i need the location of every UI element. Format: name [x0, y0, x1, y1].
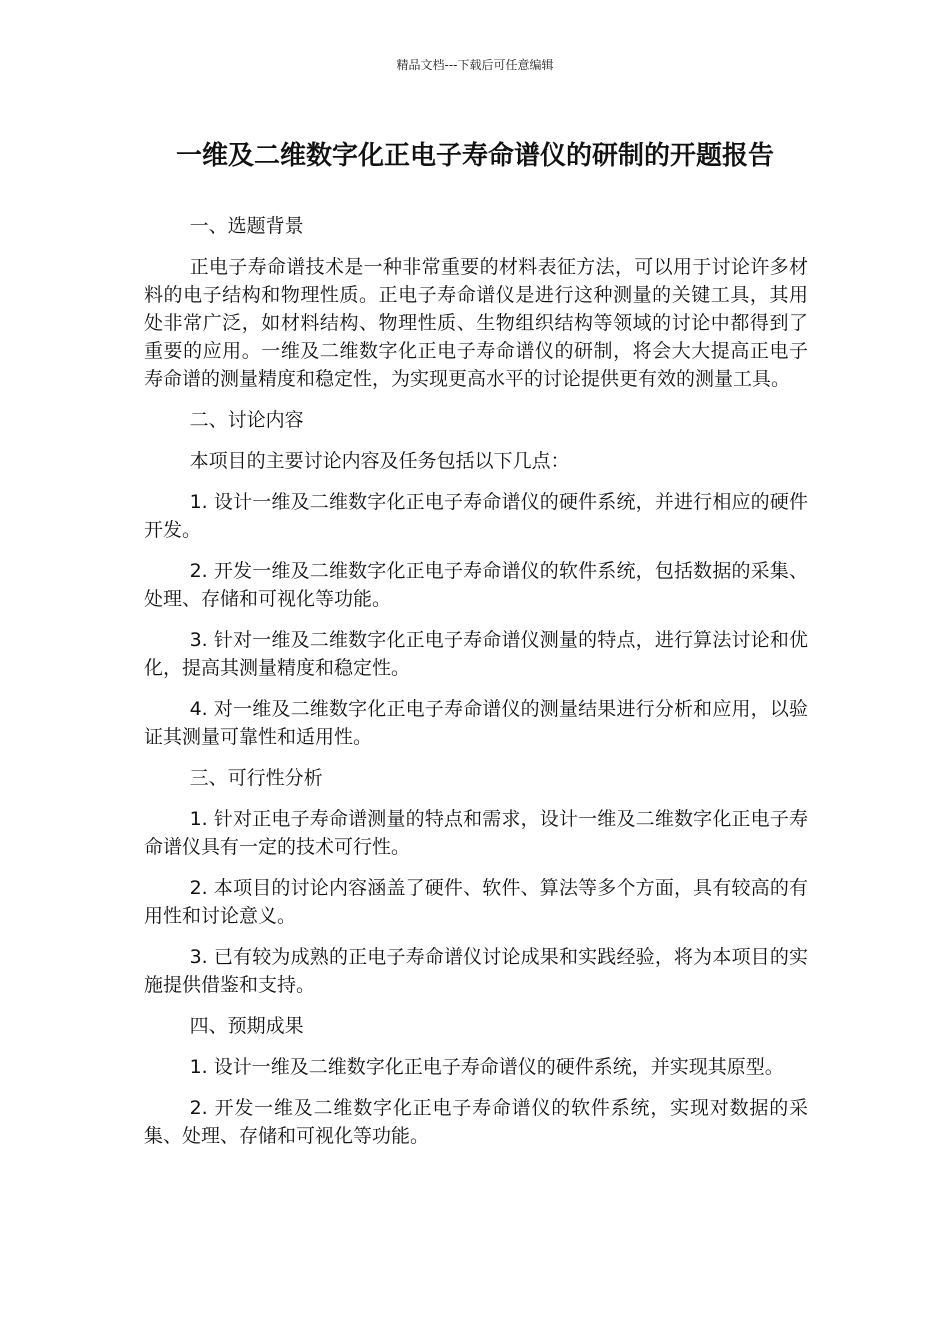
section-heading-feasibility: 三、可行性分析	[189, 767, 323, 789]
document-body	[144, 212, 808, 1163]
document-title: 一维及二维数字化正电子寿命谱仪的研制的开题报告	[175, 141, 774, 171]
paragraph-content-item-4: 4. 对一维及二维数字化正电子寿命谱仪的测量结果进行分析和应用，以验证其测量可靠性和适用性。	[144, 698, 808, 748]
paragraph-background: 正电子寿命谱技术是一种非常重要的材料表征方法，可以用于讨论许多材料的电子结构和物理性质。正电子寿命谱仪是进行这种测量的关键工具，其用处非常广泛，如材料结构、物理性质、生物组织结构等领域的讨论中都得到了重要的应用。一维及二维数字化正电子寿命谱仪的研制，将会大大提高正电子寿命谱的测量精度和稳定性，为实现更高水平的讨论提供更有效的测量工具。	[144, 256, 808, 390]
section-heading-background: 一、选题背景	[189, 215, 304, 237]
paragraph-content-item-3: 3. 针对一维及二维数字化正电子寿命谱仪测量的特点，进行算法讨论和优化，提高其测量精度和稳定性。	[144, 629, 808, 679]
section-heading-content: 二、讨论内容	[189, 409, 304, 431]
paragraph-outcomes-item-2: 2. 开发一维及二维数字化正电子寿命谱仪的软件系统，实现对数据的采集、处理、存储和可视化等功能。	[144, 1097, 808, 1147]
paragraph-feasibility-item-2: 2. 本项目的讨论内容涵盖了硬件、软件、算法等多个方面，具有较高的有用性和讨论意义。	[144, 877, 808, 927]
paragraph-feasibility-item-3: 3. 已有较为成熟的正电子寿命谱仪讨论成果和实践经验，将为本项目的实施提供借鉴和支持。	[144, 946, 808, 996]
paragraph-content-intro: 本项目的主要讨论内容及任务包括以下几点：	[189, 450, 570, 472]
paragraph-feasibility-item-1: 1. 针对正电子寿命谱测量的特点和需求，设计一维及二维数字化正电子寿命谱仪具有一定的技术可行性。	[144, 808, 808, 858]
section-heading-outcomes: 四、预期成果	[189, 1015, 304, 1037]
paragraph-content-item-1: 1. 设计一维及二维数字化正电子寿命谱仪的硬件系统，并进行相应的硬件开发。	[144, 491, 808, 541]
paragraph-outcomes-item-1: 1. 设计一维及二维数字化正电子寿命谱仪的硬件系统，并实现其原型。	[189, 1056, 784, 1078]
header-note: 精品文档---下载后可任意编辑	[396, 58, 554, 72]
paragraph-content-item-2: 2. 开发一维及二维数字化正电子寿命谱仪的软件系统，包括数据的采集、处理、存储和可视化等功能。	[144, 560, 808, 610]
